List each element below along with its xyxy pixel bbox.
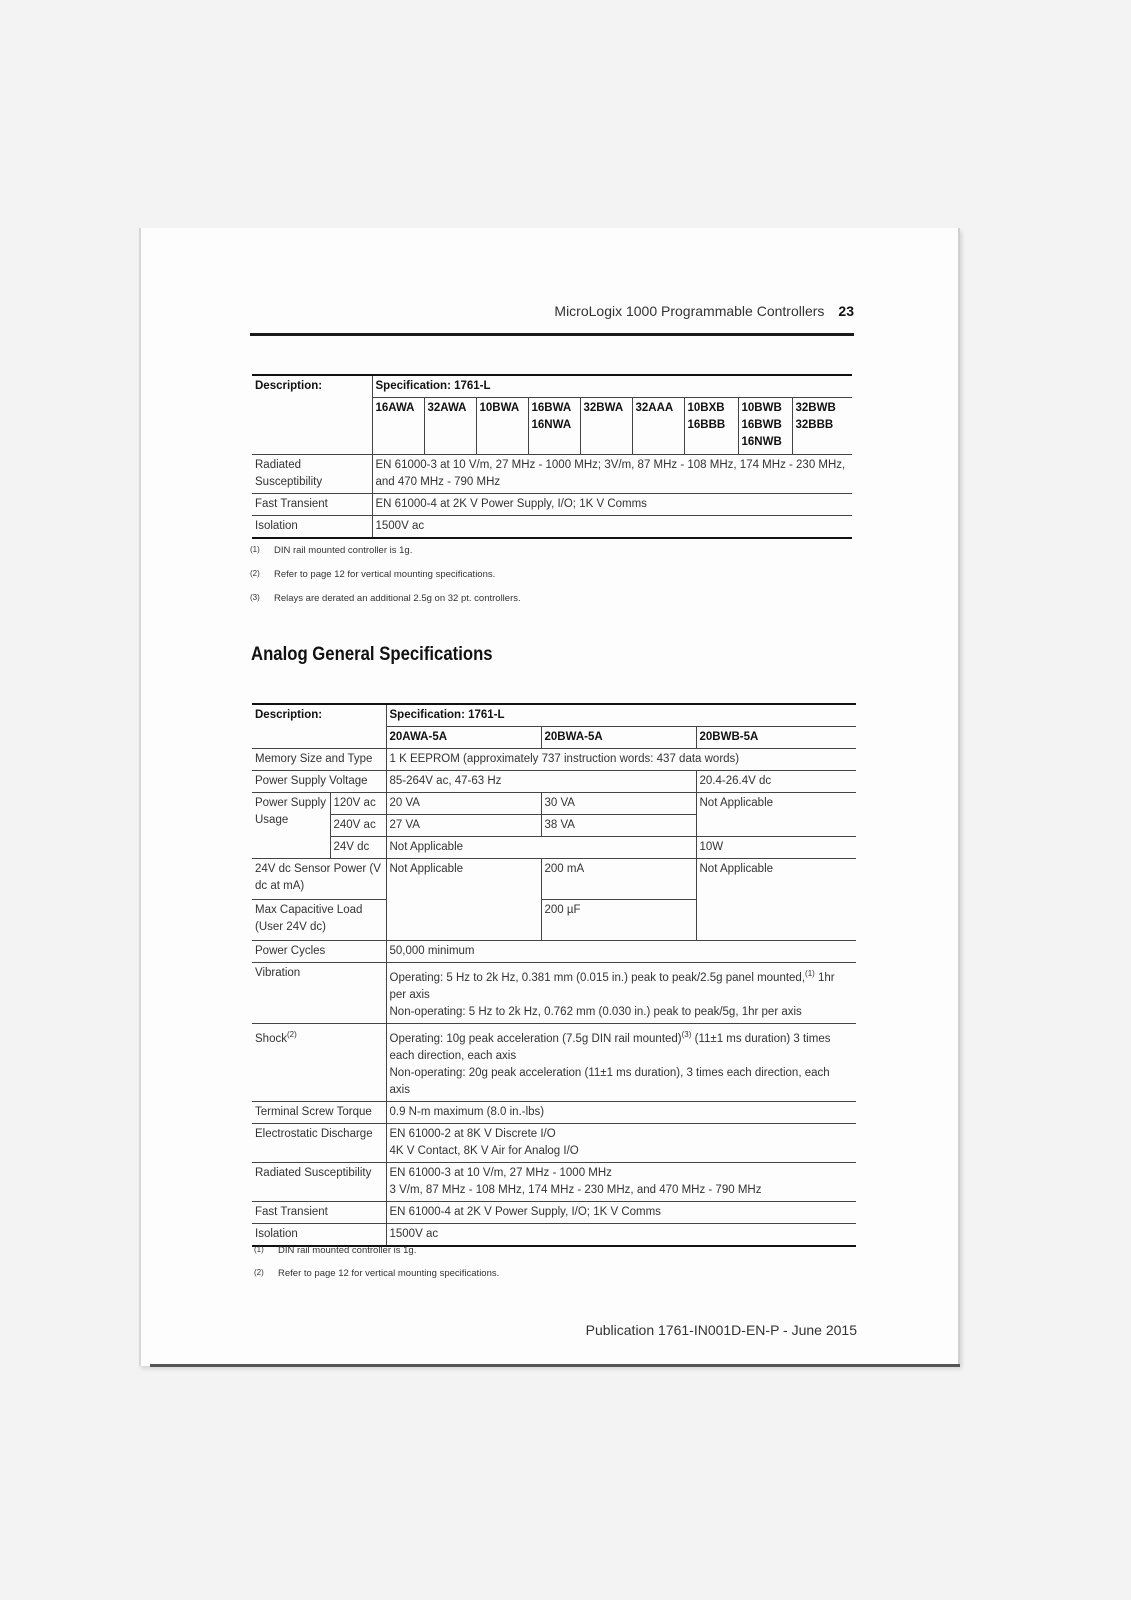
table-header-row <box>252 375 852 398</box>
table-row: Electrostatic Discharge EN 61000-2 at 8K V Discrete I/O 4K V Contact, 8K V Air for Analog I/O <box>252 1123 856 1162</box>
model-20bwb-5a: 20BWB-5A <box>696 727 856 749</box>
table-row: Isolation 1500V ac <box>252 1223 856 1246</box>
table-row: 24V dc Sensor Power (V dc at mA) Not Applicable 200 mA Not Applicable <box>252 859 856 900</box>
table-row: Power Supply Usage 120V ac 20 VA 30 VA Not Applicable <box>252 793 856 815</box>
model-row <box>252 398 852 455</box>
model-row <box>252 727 856 749</box>
header-title: MicroLogix 1000 Programmable Controllers <box>554 303 825 319</box>
description-header: Description: <box>252 704 386 727</box>
table-row: Radiated Susceptibility EN 61000-3 at 10 V/m, 27 MHz - 1000 MHz; 3V/m, 87 MHz - 108 MHz, 174 MHz - 230 MHz, and 470 MHz - 790 MHz <box>252 454 852 493</box>
specification-header: Specification: 1761-L <box>386 704 856 727</box>
footnote: $^{(1)}$ DIN rail mounted controller is 1g. <box>254 1245 417 1256</box>
table-row: Fast Transient EN 61000-4 at 2K V Power Supply, I/O; 1K V Comms <box>252 1201 856 1223</box>
section-title: Analog General Specifications <box>251 644 493 665</box>
table-row: 24V dc Not Applicable 10W <box>252 837 856 859</box>
model-20bwa-5a: 20BWA-5A <box>541 727 696 749</box>
table-row: Power Cycles 50,000 minimum <box>252 941 856 963</box>
table-row: Radiated Susceptibility EN 61000-3 at 10 V/m, 27 MHz - 1000 MHz 3 V/m, 87 MHz - 108 MHz, 174 MHz - 230 MHz, and 470 MHz - 790 MHz <box>252 1162 856 1201</box>
table-row: Fast Transient EN 61000-4 at 2K V Power Supply, I/O; 1K V Comms <box>252 493 852 515</box>
footnote: $^{(2)}$ Refer to page 12 for vertical mounting specifications. <box>250 569 496 580</box>
table-row: 240V ac 27 VA 38 VA <box>252 815 856 837</box>
description-header: Description: <box>252 375 372 398</box>
table-header-row <box>252 704 856 727</box>
model-32bwb: 32BWB 32BBB <box>792 398 852 455</box>
table-row: Max Capacitive Load (User 24V dc) 200 µF <box>252 900 856 941</box>
table-row: Memory Size and Type 1 K EEPROM (approximately 737 instruction words: 437 data words) <box>252 749 856 771</box>
footnote: $^{(3)}$ Relays are derated an additional 2.5g on 32 pt. controllers. <box>250 593 521 604</box>
header-rule <box>250 333 854 336</box>
model-20awa-5a: 20AWA-5A <box>386 727 541 749</box>
model-16bwa: 16BWA 16NWA <box>528 398 580 455</box>
table-row: Isolation 1500V ac <box>252 515 852 538</box>
table-row: Power Supply Voltage 85-264V ac, 47-63 Hz 20.4-26.4V dc <box>252 771 856 793</box>
table-row: Shock$^{(2)}$ Operating: 10g peak acceleration (7.5g DIN rail mounted)$^{(3)}$ (11±1 ms duration) 3 times each direction, each axis Non-operating: 20g peak acceleration (11±1 ms duration), 3 times each direction, each axis <box>252 1023 856 1101</box>
model-10bxb: 10BXB 16BBB <box>684 398 738 455</box>
analog-spec-table <box>252 703 856 1247</box>
model-16awa: 16AWA <box>372 398 424 455</box>
page-bottom-edge <box>150 1364 960 1367</box>
model-32bwa: 32BWA <box>580 398 632 455</box>
footnote: $^{(1)}$ DIN rail mounted controller is 1g. <box>250 545 413 556</box>
table-row: Terminal Screw Torque 0.9 N-m maximum (8.0 in.-lbs) <box>252 1101 856 1123</box>
specification-header: Specification: 1761-L <box>372 375 852 398</box>
page-number: 23 <box>838 303 854 319</box>
model-32aaa: 32AAA <box>632 398 684 455</box>
publication-footer: Publication 1761-IN001D-EN-P - June 2015 <box>585 1322 857 1338</box>
model-10bwa: 10BWA <box>476 398 528 455</box>
running-header <box>250 303 854 327</box>
environmental-spec-table <box>252 374 852 539</box>
model-10bwb: 10BWB 16BWB 16NWB <box>738 398 792 455</box>
footnote: $^{(2)}$ Refer to page 12 for vertical mounting specifications. <box>254 1268 500 1279</box>
table-row: Vibration Operating: 5 Hz to 2k Hz, 0.381 mm (0.015 in.) peak to peak/2.5g panel mounted,$^{(1)}$ 1hr per axis Non-operating: 5 Hz to 2k Hz, 0.762 mm (0.030 in.) peak to peak/5g, 1hr per axis <box>252 963 856 1024</box>
model-32awa: 32AWA <box>424 398 476 455</box>
